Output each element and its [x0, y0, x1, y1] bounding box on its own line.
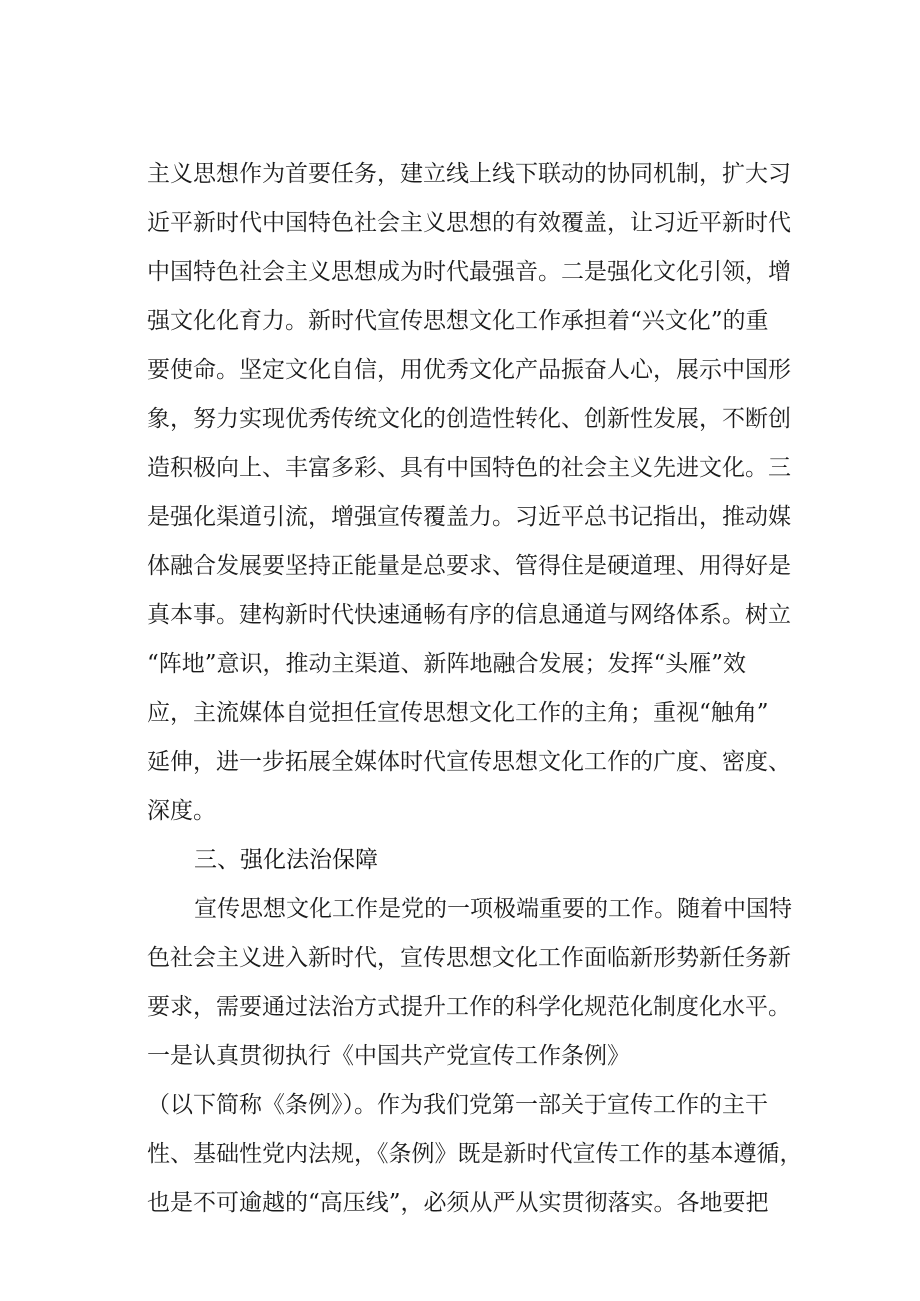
text-line: （以下简称《条例》）。作为我们党第一部关于宣传工作的主干 — [147, 1092, 768, 1118]
text-line: 应，主流媒体自觉担任宣传思想文化工作的主角；重视“触角” — [147, 700, 769, 726]
text-line: “阵地”意识，推动主渠道、新阵地融合发展；发挥“头雁”效 — [147, 651, 747, 677]
text-line: 要使命。坚定文化自信，用优秀文化产品振奋人心，展示中国形 — [147, 357, 791, 383]
text-line: 延伸，进一步拓展全媒体时代宣传思想文化工作的广度、密度、 — [147, 749, 791, 775]
text-line: 主义思想作为首要任务，建立线上线下联动的协同机制，扩大习 — [147, 161, 791, 187]
text-line: 体融合发展要坚持正能量是总要求、管得住是硬道理、用得好是 — [147, 553, 791, 579]
text-line: 性、基础性党内法规，《条例》既是新时代宣传工作的基本遵循， — [147, 1141, 803, 1167]
text-line: 一是认真贯彻执行《中国共产党宣传工作条例》 — [147, 1043, 630, 1069]
text-line: 中国特色社会主义思想成为时代最强音。二是强化文化引领，增 — [147, 259, 791, 285]
text-line: 是强化渠道引流，增强宣传覆盖力。习近平总书记指出，推动媒 — [147, 504, 791, 530]
text-line: 近平新时代中国特色社会主义思想的有效覆盖，让习近平新时代 — [147, 210, 791, 236]
text-line: 强文化化育力。新时代宣传思想文化工作承担着“兴文化”的重 — [147, 308, 769, 334]
text-line: 色社会主义进入新时代，宣传思想文化工作面临新形势新任务新 — [147, 945, 791, 971]
text-line: 造积极向上、丰富多彩、具有中国特色的社会主义先进文化。三 — [147, 455, 791, 481]
section-heading: 三、强化法治保障 — [194, 847, 378, 873]
text-line: 象，努力实现优秀传统文化的创造性转化、创新性发展，不断创 — [147, 406, 791, 432]
text-line: 真本事。建构新时代快速通畅有序的信息通道与网络体系。树立 — [147, 602, 791, 628]
text-line: 要求，需要通过法治方式提升工作的科学化规范化制度化水平。 — [147, 994, 791, 1020]
text-line: 宣传思想文化工作是党的一项极端重要的工作。随着中国特 — [194, 896, 792, 922]
text-line: 也是不可逾越的“高压线”，必须从严从实贯彻落实。各地要把 — [147, 1190, 769, 1216]
text-line: 深度。 — [147, 798, 216, 824]
